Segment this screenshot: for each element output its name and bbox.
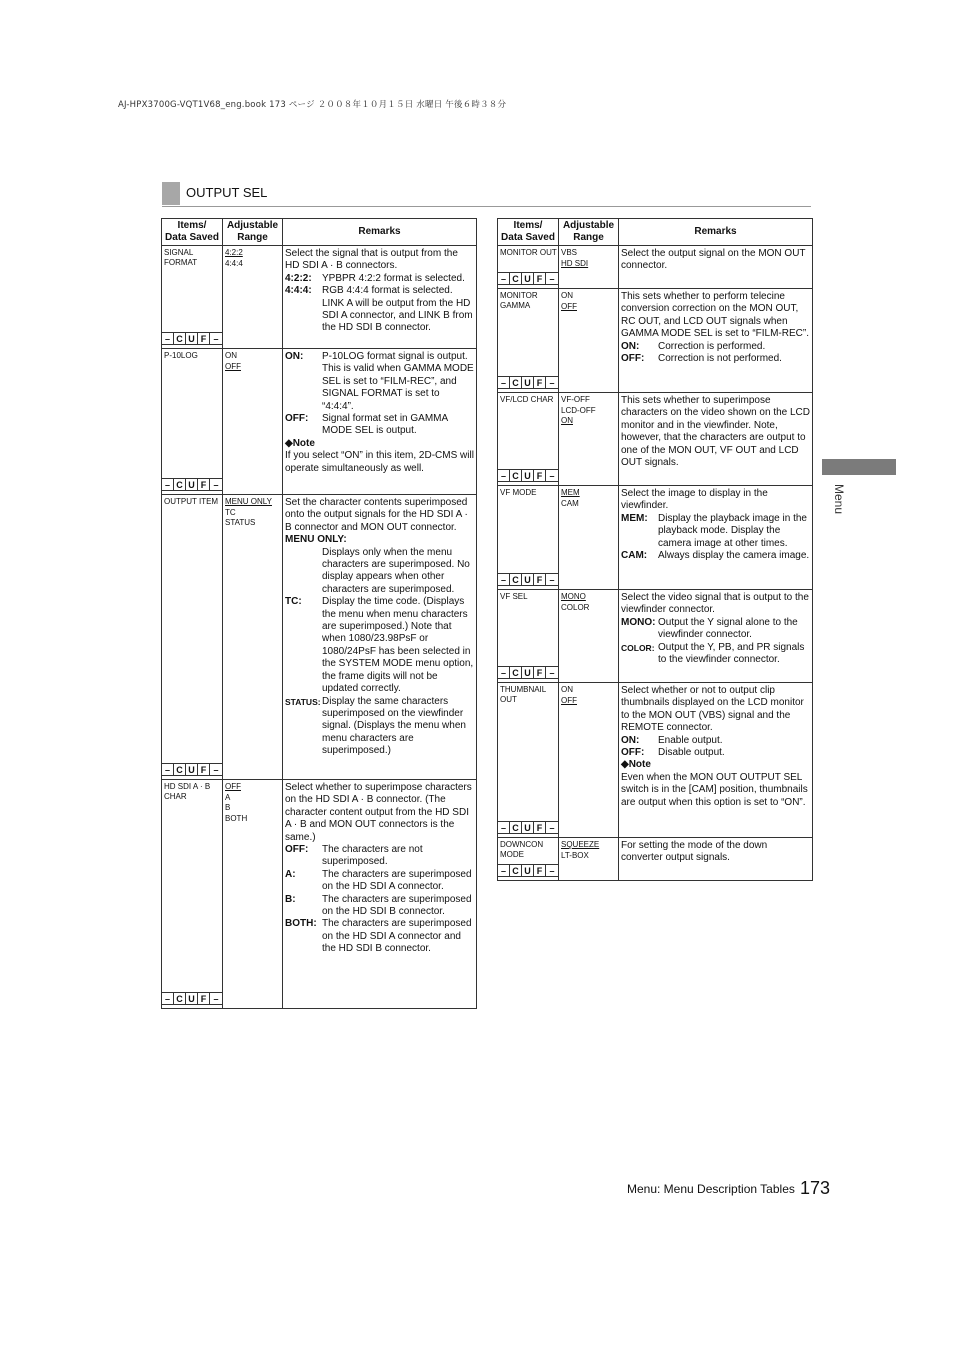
range-option: VBS (561, 248, 578, 257)
remarks (283, 780, 476, 959)
range-option: VF-OFF (561, 395, 590, 404)
remark-text: Select whether to superimpose characters on the HD SDI A · B connector. (The character content output from the HD SDI A · B and MON OUT connectors is the same.) (285, 782, 472, 843)
item-cell (498, 486, 559, 590)
item-cell (498, 590, 559, 683)
remarks (283, 495, 476, 761)
header-range: Adjustable Range (559, 219, 619, 246)
range-option-default: OFF (225, 782, 241, 791)
page-number: 173 (800, 1178, 831, 1198)
flag-0: – (498, 667, 510, 679)
range-cell (559, 393, 619, 486)
remark-text: Select the video signal that is output to the viewfinder connector. (621, 592, 809, 616)
range-option: A (225, 792, 231, 802)
footer-text: Menu: Menu Description Tables (627, 1182, 795, 1196)
range-option-default: MEM (561, 488, 580, 497)
flag-1: C (510, 470, 522, 482)
data-saved-flags (498, 821, 558, 834)
remark-text: This sets whether to perform telecine conversion correction on the MON OUT, RC OUT, and LCD OUT signals when GAMMA MODE SEL is set to “FILM-REC”. (621, 291, 809, 340)
remarks (283, 349, 476, 478)
data-saved-flags (498, 469, 558, 482)
print-info: AJ-HPX3700G-VQT1V68_eng.book 173 ページ ２００８年１０月１５日 水曜日 午後６時３８分 (118, 100, 507, 110)
range-cell (223, 780, 283, 1009)
item-name: MONITOR OUT (500, 248, 557, 257)
option-term: MENU ONLY: (285, 534, 347, 546)
range-option: ON (561, 291, 573, 300)
range-option: ON (561, 685, 573, 694)
flag-4: – (546, 470, 558, 482)
remark-option (621, 341, 810, 353)
remarks (619, 683, 812, 812)
range-list (559, 590, 618, 613)
range-cell (559, 838, 619, 881)
flag-1: C (510, 822, 522, 834)
option-term: B: (285, 893, 296, 905)
remark-option (621, 550, 810, 562)
option-desc: Display the same characters superimposed on the viewfinder signal. (Displays the menu when menu characters are superimposed.) (322, 695, 466, 757)
flag-2: U (186, 993, 198, 1005)
flag-0: – (498, 865, 510, 877)
range-cell (223, 246, 283, 349)
range-cell (559, 289, 619, 393)
flag-1: C (510, 865, 522, 877)
range-cell (559, 683, 619, 838)
range-option: CAM (561, 498, 579, 508)
option-term: 4:2:2: (285, 272, 312, 284)
flag-3: F (198, 764, 210, 776)
flag-3: F (534, 667, 546, 679)
flag-2: U (522, 377, 534, 389)
option-desc: Correction is performed. (658, 340, 766, 352)
flag-3: F (198, 479, 210, 491)
flag-0: – (162, 333, 174, 345)
remarks (283, 246, 476, 338)
range-option-default: OFF (561, 695, 577, 705)
option-desc: Signal format set in GAMMA MODE SEL is output. (322, 413, 448, 437)
item-cell (498, 289, 559, 393)
table-row (498, 486, 813, 590)
option-desc: The characters are not superimposed. (322, 844, 423, 868)
range-cell (559, 590, 619, 683)
range-option-default: ON (561, 416, 573, 425)
range-option-default: SQUEEZE (561, 840, 600, 849)
option-desc: The characters are superimposed on the HD SDI B connector. (322, 893, 472, 918)
option-term: OFF: (285, 844, 309, 856)
left-table-body (162, 246, 477, 1009)
range-cell (223, 495, 283, 780)
remarks-cell (619, 246, 813, 289)
table-row (162, 495, 477, 780)
range-list (559, 246, 618, 269)
item-name: VF/LCD CHAR (500, 395, 554, 404)
option-term: MONO: (621, 616, 656, 628)
header-remarks: Remarks (619, 219, 813, 246)
section-header (162, 182, 811, 207)
remark-option (285, 534, 474, 596)
table-row (498, 246, 813, 289)
flag-3: F (534, 822, 546, 834)
flag-3: F (534, 377, 546, 389)
flag-4: – (546, 865, 558, 877)
side-tab (822, 459, 896, 475)
range-list (559, 289, 618, 312)
remark-text: Select the output signal on the MON OUT connector. (621, 248, 806, 272)
remark-option (621, 747, 810, 759)
range-list (223, 246, 282, 269)
option-desc: Displays only when the menu characters are superimposed. No display appears when other characters are superimposed. (322, 546, 470, 595)
remarks-cell (619, 683, 813, 838)
range-cell (559, 246, 619, 289)
flag-3: F (198, 333, 210, 345)
item-cell (162, 246, 223, 349)
remark-option (621, 642, 810, 667)
option-term: CAM: (621, 550, 648, 562)
range-option: B (225, 803, 231, 812)
range-option: 4:4:4 (225, 258, 243, 268)
option-desc: The characters are superimposed on the HD SDI A connector. (322, 868, 472, 893)
item-name: VF MODE (500, 488, 537, 497)
flag-4: – (210, 993, 222, 1005)
right-table-body (498, 246, 813, 881)
section-bar (162, 182, 180, 205)
range-option: TC (225, 507, 236, 517)
remark-option (285, 844, 474, 869)
range-list (559, 683, 618, 706)
range-list (559, 838, 618, 861)
item-cell (162, 780, 223, 1009)
table-row (498, 289, 813, 393)
flag-0: – (162, 479, 174, 491)
remarks-cell (283, 780, 477, 1009)
flag-4: – (546, 822, 558, 834)
remarks (619, 486, 812, 565)
option-term: ON: (621, 734, 640, 746)
data-saved-flags (498, 864, 558, 877)
flag-1: C (174, 764, 186, 776)
item-cell (498, 838, 559, 881)
side-label: Menu (832, 484, 846, 515)
range-list (223, 780, 282, 824)
remarks-cell (619, 838, 813, 881)
remark-option (285, 596, 474, 695)
remark-option (285, 351, 474, 413)
range-option-default: OFF (561, 301, 577, 311)
item-name: DOWNCON MODE (500, 840, 544, 859)
remarks-cell (283, 495, 477, 780)
remark-option (285, 918, 474, 955)
remarks-cell (619, 289, 813, 393)
flag-2: U (522, 822, 534, 834)
option-desc: Correction is not performed. (658, 353, 782, 365)
option-desc: Display the time code. (Displays the menu when menu characters are superimposed.) Note that when 1080/23.98PsF or 1080/24PsF has been selected in the SYSTEM MODE menu option, the frame digits will not be updated correctly. (322, 596, 474, 695)
table-row (162, 349, 477, 495)
flag-2: U (522, 667, 534, 679)
table-row (498, 683, 813, 838)
flag-2: U (522, 865, 534, 877)
remark-option (285, 285, 474, 335)
flag-0: – (498, 377, 510, 389)
flag-2: U (186, 333, 198, 345)
header-items: Items/ Data Saved (162, 219, 223, 246)
remark-text: Even when the MON OUT OUTPUT SEL switch is in the [CAM] position, thumbnails are output when this option is set to “ON”. (621, 771, 808, 808)
remarks-cell (619, 590, 813, 683)
flag-0: – (498, 273, 510, 285)
flag-3: F (534, 865, 546, 877)
note-heading: ◆Note (621, 759, 651, 771)
left-menu-table (161, 218, 477, 1009)
flag-3: F (534, 470, 546, 482)
range-list (223, 349, 282, 372)
option-term: ON: (621, 340, 640, 352)
item-name: MONITOR GAMMA (500, 291, 538, 310)
option-term: A: (285, 868, 296, 880)
remark-option (285, 273, 474, 285)
item-name: P-10LOG (164, 351, 198, 360)
range-option: ON (225, 351, 237, 360)
flag-0: – (498, 470, 510, 482)
option-desc: Output the Y, PB, and PR signals to the viewfinder connector. (658, 641, 805, 666)
item-cell (162, 349, 223, 495)
data-saved-flags (162, 763, 222, 776)
flag-1: C (510, 667, 522, 679)
range-list (559, 393, 618, 427)
remark-option (285, 413, 474, 438)
range-option: STATUS (225, 518, 256, 527)
remark-text: Select the image to display in the viewfinder. (621, 488, 768, 512)
range-option-default: HD SDI (561, 258, 589, 268)
option-desc: Display the playback image in the playback mode. Display the camera image at other times. (658, 512, 807, 549)
header-range: Adjustable Range (223, 219, 283, 246)
table-row (498, 393, 813, 486)
section-title: OUTPUT SEL (186, 185, 268, 200)
flag-4: – (210, 333, 222, 345)
range-option-default: MONO (561, 592, 586, 601)
option-desc: Disable output. (658, 747, 725, 759)
remark-text: If you select “ON” in this item, 2D-CMS will operate simultaneously as well. (285, 450, 474, 474)
flag-3: F (534, 273, 546, 285)
option-desc: Output the Y signal alone to the viewfinder connector. (658, 616, 798, 641)
flag-1: C (174, 479, 186, 491)
remarks (619, 393, 812, 472)
data-saved-flags (498, 573, 558, 586)
flag-4: – (210, 764, 222, 776)
flag-2: U (522, 273, 534, 285)
item-name: OUTPUT ITEM (164, 497, 219, 506)
remark-option (285, 894, 474, 919)
flag-1: C (510, 377, 522, 389)
remark-text: For setting the mode of the down converter output signals. (621, 840, 768, 864)
option-term: OFF: (621, 353, 645, 365)
flag-1: C (174, 333, 186, 345)
option-term: OFF: (621, 747, 645, 759)
remark-option (621, 617, 810, 642)
flag-0: – (498, 822, 510, 834)
item-cell (498, 393, 559, 486)
option-desc: P-10LOG format signal is output. This is valid when GAMMA MODE SEL is set to “FILM-REC”, and SIGNAL FORMAT is set to “4:4:4”. (322, 351, 474, 412)
table-row (498, 838, 813, 881)
flag-1: C (510, 574, 522, 586)
remark-text: This sets whether to superimpose characters on the video shown on the LCD monitor and in the viewfinder. Note, however, that the characters are output to one of the MON OUT, VF OUT and LCD OUT signals. (621, 395, 810, 469)
flag-4: – (210, 479, 222, 491)
flag-3: F (198, 993, 210, 1005)
flag-0: – (162, 764, 174, 776)
remarks-cell (619, 393, 813, 486)
remarks-cell (283, 349, 477, 495)
option-term: ON: (285, 351, 304, 362)
flag-3: F (534, 574, 546, 586)
item-name: HD SDI A · B CHAR (164, 782, 211, 801)
remark-option (621, 513, 810, 550)
data-saved-flags (498, 376, 558, 389)
flag-4: – (546, 667, 558, 679)
data-saved-flags (162, 478, 222, 491)
range-list (559, 486, 618, 509)
item-name: THUMBNAIL OUT (500, 685, 547, 704)
header-items: Items/ Data Saved (498, 219, 559, 246)
option-desc: The characters are superimposed on the HD SDI A connector and the HD SDI B connector. (322, 918, 472, 955)
range-option-default: MENU ONLY (225, 497, 272, 506)
flag-0: – (162, 993, 174, 1005)
option-desc: Always display the camera image. (658, 550, 810, 562)
option-term: BOTH: (285, 918, 317, 930)
remarks-cell (283, 246, 477, 349)
remarks (619, 590, 812, 669)
range-option: BOTH (225, 813, 248, 823)
option-term: COLOR: (621, 642, 655, 653)
table-row (162, 246, 477, 349)
remarks (619, 246, 812, 276)
range-list (223, 495, 282, 529)
remark-option (285, 869, 474, 894)
remark-option (621, 735, 810, 747)
note-heading: ◆Note (285, 437, 315, 449)
range-option: LCD-OFF (561, 405, 596, 415)
flag-4: – (546, 273, 558, 285)
data-saved-flags (498, 272, 558, 285)
remark-option (621, 353, 810, 365)
range-option-default: 4:2:2 (225, 248, 243, 257)
table-row (498, 590, 813, 683)
item-cell (498, 683, 559, 838)
option-term: OFF: (285, 413, 309, 425)
remark-text: Set the character contents superimposed onto the output signals for the HD SDI A · B connector and MON OUT connector. (285, 497, 468, 533)
flag-2: U (522, 574, 534, 586)
right-menu-table (497, 218, 813, 881)
option-term: 4:4:4: (285, 285, 312, 297)
table-row (162, 780, 477, 1009)
flag-2: U (186, 764, 198, 776)
flag-1: C (510, 273, 522, 285)
remark-text: Select the signal that is output from the HD SDI A · B connectors. (285, 248, 458, 272)
range-cell (559, 486, 619, 590)
option-term: STATUS: (285, 696, 321, 707)
flag-4: – (546, 377, 558, 389)
flag-1: C (174, 993, 186, 1005)
option-desc: YPBPR 4:2:2 format is selected. (322, 272, 465, 284)
item-cell (162, 495, 223, 780)
remarks (619, 289, 812, 368)
flag-4: – (546, 574, 558, 586)
range-option: COLOR (561, 602, 590, 612)
option-term: TC: (285, 596, 302, 608)
data-saved-flags (162, 992, 222, 1005)
option-term: MEM: (621, 512, 648, 524)
range-option-default: OFF (225, 361, 241, 371)
remarks-cell (619, 486, 813, 590)
range-option: LT-BOX (561, 850, 589, 860)
flag-2: U (186, 479, 198, 491)
remarks (619, 838, 812, 868)
data-saved-flags (162, 332, 222, 345)
item-name: VF SEL (500, 592, 528, 601)
data-saved-flags (498, 666, 558, 679)
item-name: SIGNAL FORMAT (164, 248, 198, 267)
item-cell (498, 246, 559, 289)
range-cell (223, 349, 283, 495)
remark-text: Select whether or not to output clip thumbnails displayed on the LCD monitor to the MON OUT (VBS) signal and the REMOTE connector. (621, 685, 804, 734)
flag-2: U (522, 470, 534, 482)
flag-0: – (498, 574, 510, 586)
remark-option (285, 696, 474, 758)
option-desc: RGB 4:4:4 format is selected. LINK A will be output from the HD SDI A connector, and LINK B from the HD SDI B connector. (322, 285, 473, 334)
header-remarks: Remarks (283, 219, 477, 246)
option-desc: Enable output. (658, 734, 723, 746)
